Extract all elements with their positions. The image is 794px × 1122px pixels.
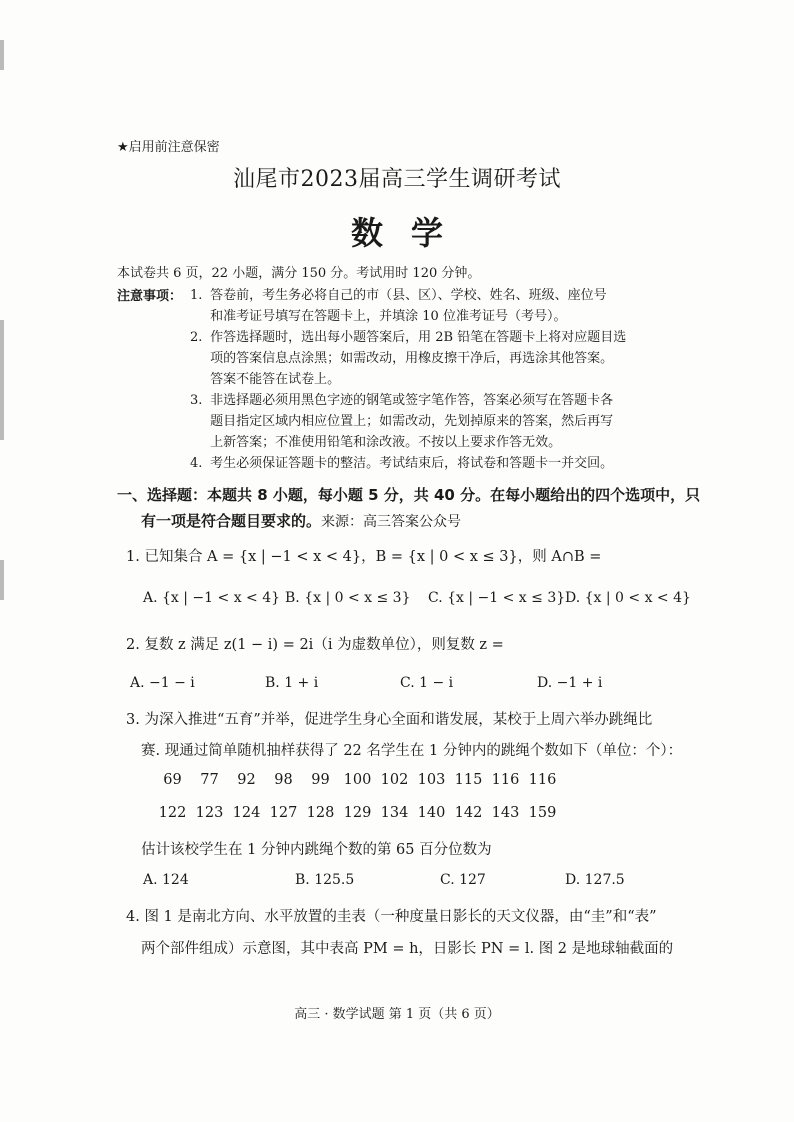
subject-title: 数学 <box>350 214 471 252</box>
data-value: 116 <box>528 772 557 788</box>
data-value: 128 <box>306 805 335 821</box>
data-value: 100 <box>343 772 372 788</box>
data-value: 140 <box>417 805 446 821</box>
question-3-stem-line-1: 3. 为深入推进“五育”并举，促进学生身心全面和谐发展，某校于上周六举办跳绳比 <box>126 712 653 728</box>
data-row-2 <box>154 805 561 821</box>
question-3-option-a: A. 124 <box>143 872 189 888</box>
question-4-stem-line-2: 两个部件组成）示意图，其中表高 PM = h，日影长 PN = l. 图 2 是地球轴截面的 <box>141 941 674 957</box>
question-1-stem: 1. 已知集合 A = {x | −1 < x < 4}，B = {x | 0 < x ≤ 3}，则 A∩B = <box>126 549 602 565</box>
data-value: 127 <box>269 805 298 821</box>
data-value: 98 <box>274 772 293 788</box>
scan-edge-mark <box>0 560 4 600</box>
data-value: 134 <box>380 805 409 821</box>
note-number: 1. <box>190 288 203 303</box>
note-line: 非选择题必须用黑色字迹的钢笔或签字笔作答，答案必须写在答题卡各 <box>210 393 614 408</box>
question-1-option-d: D. {x | 0 < x < 4} <box>565 590 691 606</box>
exam-intro: 本试卷共 6 页，22 小题，满分 150 分。考试用时 120 分钟。 <box>117 266 481 281</box>
question-3-option-b: B. 125.5 <box>295 872 355 888</box>
exam-title: 汕尾市2023届高三学生调研考试 <box>233 167 561 192</box>
note-number: 4. <box>190 456 203 471</box>
note-item-4 <box>190 453 613 474</box>
data-value: 142 <box>454 805 483 821</box>
note-number: 3. <box>190 393 203 408</box>
note-line: 作答选择题时，选出每小题答案后，用 2B 铅笔在答题卡上将对应题目选 <box>210 330 627 345</box>
note-line: 答卷前，考生务必将自己的市（县、区）、学校、姓名、班级、座位号 <box>210 288 607 303</box>
data-value: 69 <box>163 772 182 788</box>
data-value: 116 <box>491 772 520 788</box>
note-line: 和准考证号填写在答题卡上，并填涂 10 位准考证号（考号）。 <box>210 309 567 324</box>
section-heading-cont <box>141 510 461 531</box>
data-value: 92 <box>237 772 256 788</box>
question-4-stem-line-1: 4. 图 1 是南北方向、水平放置的圭表（一种度量日影长的天文仪器，由“圭”和“表” <box>126 909 657 925</box>
question-2-option-b: B. 1 + i <box>265 675 319 691</box>
note-line: 上新答案；不准使用铅笔和涂改液。不按以上要求作答无效。 <box>210 435 562 450</box>
question-3-stem-line-2: 赛. 现通过简单随机抽样获得了 22 名学生在 1 分钟内的跳绳个数如下（单位：个）： <box>141 743 683 759</box>
data-value: 159 <box>528 805 557 821</box>
note-line: 考生必须保证答题卡的整洁。考试结束后，将试卷和答题卡一并交回。 <box>210 456 614 471</box>
scan-edge-mark <box>0 40 4 70</box>
note-item-1 <box>190 285 607 327</box>
question-1-option-b: B. {x | 0 < x ≤ 3} <box>285 590 411 606</box>
question-1-option-a: A. {x | −1 < x < 4} <box>143 590 281 606</box>
data-row-1 <box>154 772 561 788</box>
data-value: 115 <box>454 772 483 788</box>
data-value: 143 <box>491 805 520 821</box>
section-heading-text: 有一项是符合题目要求的。 <box>141 512 322 530</box>
question-2-stem: 2. 复数 z 满足 z(1 − i) = 2i（i 为虚数单位），则复数 z = <box>126 637 504 653</box>
page-footer: 高三 · 数学试题 第 1 页（共 6 页） <box>294 1007 500 1022</box>
scan-edge-mark <box>0 320 4 440</box>
note-line: 题目指定区域内相应位置上；如需改动，先划掉原来的答案，然后再写 <box>210 414 614 429</box>
question-2-option-d: D. −1 + i <box>537 675 603 691</box>
source-note: 来源：高三答案公众号 <box>321 514 462 530</box>
question-3-stem-line-3: 估计该校学生在 1 分钟内跳绳个数的第 65 百分位数为 <box>141 842 492 858</box>
note-number: 2. <box>190 330 203 345</box>
data-value: 102 <box>380 772 409 788</box>
data-value: 99 <box>311 772 330 788</box>
data-value: 129 <box>343 805 372 821</box>
note-item-3 <box>190 390 613 453</box>
note-item-2 <box>190 327 626 390</box>
data-value: 122 <box>158 805 187 821</box>
note-line: 项的答案信息点涂黑；如需改动，用橡皮擦干净后，再选涂其他答案。 <box>210 351 614 366</box>
question-2-option-a: A. −1 − i <box>130 675 195 691</box>
notes-label: 注意事项： <box>117 289 183 304</box>
data-value: 123 <box>195 805 224 821</box>
question-1-option-c: C. {x | −1 < x ≤ 3} <box>428 590 566 606</box>
confidential-notice: ★启用前注意保密 <box>117 140 220 155</box>
data-value: 77 <box>200 772 219 788</box>
question-3-option-c: C. 127 <box>440 872 486 888</box>
question-3-option-d: D. 127.5 <box>565 872 625 888</box>
section-heading: 一、选择题：本题共 8 小题，每小题 5 分，共 40 分。在每小题给出的四个选项中，只 <box>117 486 701 504</box>
data-value: 103 <box>417 772 446 788</box>
note-line: 答案不能答在试卷上。 <box>210 372 341 387</box>
data-value: 124 <box>232 805 261 821</box>
question-2-option-c: C. 1 − i <box>400 675 454 691</box>
